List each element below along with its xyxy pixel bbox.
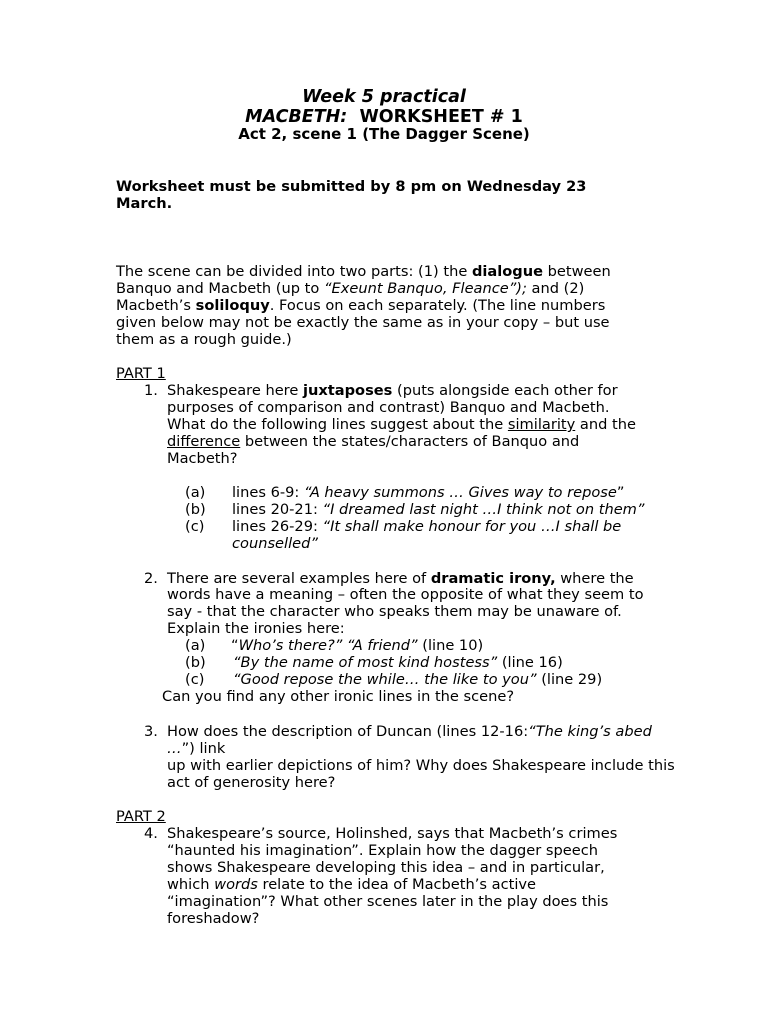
q4-number: 4. bbox=[144, 825, 158, 842]
q2-text: say - that the character who speaks them may be unaware of. bbox=[167, 603, 622, 620]
intro-line: given below may not be exactly the same as in your copy – but use bbox=[116, 314, 610, 331]
q2-tail: Can you find any other ironic lines in the scene? bbox=[162, 688, 515, 705]
part1-heading: PART 1 bbox=[116, 365, 166, 382]
q4-text: which words relate to the idea of Macbeth’s active bbox=[167, 876, 536, 893]
q2-item: “Good repose the while… the like to you” (line 29) bbox=[233, 671, 603, 688]
deadline-notice: Worksheet must be submitted by 8 pm on Wednesday 23 bbox=[116, 178, 587, 195]
q2-item-label: (b) bbox=[185, 654, 206, 671]
worksheet-heading: MACBETH: WORKSHEET # 1 bbox=[245, 107, 523, 127]
q2-text: There are several examples here of dramatic irony, where the bbox=[167, 570, 634, 587]
q4-text: “imagination”? What other scenes later in the play does this bbox=[167, 893, 609, 910]
intro-line: Banquo and Macbeth (up to “Exeunt Banquo, Fleance”); and (2) bbox=[116, 280, 585, 297]
q1-item-label: (c) bbox=[185, 518, 205, 535]
q1-text: purposes of comparison and contrast) Banquo and Macbeth. bbox=[167, 399, 610, 416]
q2-item-label: (c) bbox=[185, 671, 205, 688]
q2-item: “By the name of most kind hostess” (line 16) bbox=[233, 654, 563, 671]
scene-subtitle: Act 2, scene 1 (The Dagger Scene) bbox=[238, 125, 530, 143]
deadline-notice-cont: March. bbox=[116, 195, 173, 212]
q3-text: up with earlier depictions of him? Why does Shakespeare include this bbox=[167, 757, 675, 774]
q3-text: …”) link bbox=[167, 740, 226, 757]
q1-item-label: (b) bbox=[185, 501, 206, 518]
q4-text: shows Shakespeare developing this idea – and in particular, bbox=[167, 859, 605, 876]
q2-item-label: (a) bbox=[185, 637, 206, 654]
q2-text: words have a meaning – often the opposite of what they seem to bbox=[167, 586, 644, 603]
q1-text: What do the following lines suggest about the similarity and the bbox=[167, 416, 636, 433]
q1-text: Shakespeare here juxtaposes (puts alongside each other for bbox=[167, 382, 618, 399]
q1-text: difference between the states/characters of Banquo and bbox=[167, 433, 580, 450]
part2-heading: PART 2 bbox=[116, 808, 166, 825]
q2-number: 2. bbox=[144, 570, 158, 587]
intro-line: The scene can be divided into two parts: (1) the dialogue between bbox=[116, 263, 611, 280]
q1-item: lines 20-21: “I dreamed last night …I think not on them” bbox=[232, 501, 645, 518]
q3-text: How does the description of Duncan (lines 12-16:“The king’s abed bbox=[167, 723, 652, 740]
q1-item: lines 26-29: “It shall make honour for you …I shall be bbox=[232, 518, 622, 535]
q3-number: 3. bbox=[144, 723, 158, 740]
intro-line: them as a rough guide.) bbox=[116, 331, 292, 348]
q4-text: foreshadow? bbox=[167, 910, 260, 927]
page-title: Week 5 practical bbox=[302, 87, 466, 107]
q1-number: 1. bbox=[144, 382, 158, 399]
q1-text: Macbeth? bbox=[167, 450, 238, 467]
q1-item-label: (a) bbox=[185, 484, 206, 501]
q2-text: Explain the ironies here: bbox=[167, 620, 345, 637]
q4-text: “haunted his imagination”. Explain how the dagger speech bbox=[167, 842, 598, 859]
q1-item-cont: counselled” bbox=[232, 535, 318, 552]
q1-item: lines 6-9: “A heavy summons … Gives way to repose” bbox=[232, 484, 625, 501]
q4-text: Shakespeare’s source, Holinshed, says that Macbeth’s crimes bbox=[167, 825, 618, 842]
q2-item: “Who’s there?” “A friend” (line 10) bbox=[231, 637, 484, 654]
intro-line: Macbeth’s soliloquy. Focus on each separately. (The line numbers bbox=[116, 297, 606, 314]
q3-text: act of generosity here? bbox=[167, 774, 336, 791]
